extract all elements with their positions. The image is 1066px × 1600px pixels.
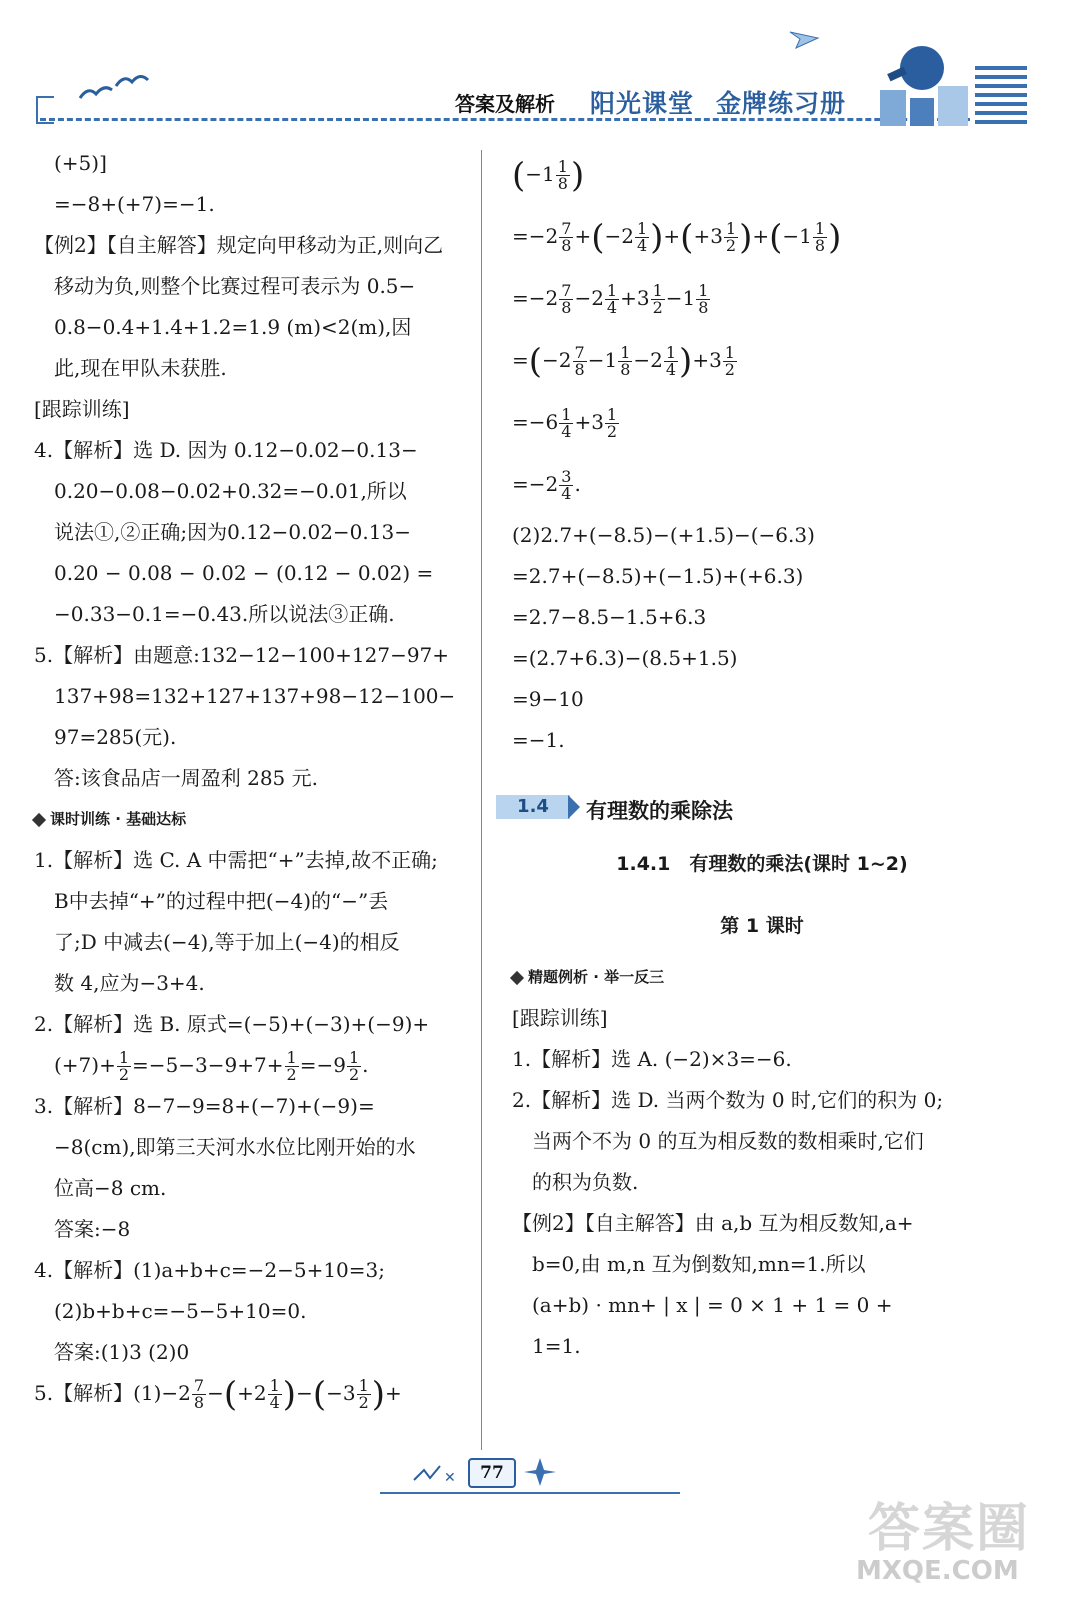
fraction: $\frac{7}{8}$ bbox=[574, 343, 585, 379]
footer-rule bbox=[380, 1492, 680, 1494]
section-banner bbox=[512, 781, 1012, 833]
text-line: 的积为负数. bbox=[532, 1170, 639, 1194]
text-line: 1=1. bbox=[532, 1334, 581, 1358]
text-line: =−8+(+7)=−1. bbox=[54, 192, 215, 216]
text-line: 移动为负,则整个比赛过程可表示为 0.5− bbox=[54, 274, 416, 298]
fraction: $\frac{1}{4}$ bbox=[665, 343, 677, 379]
right-column bbox=[512, 143, 1012, 1367]
math-text: + bbox=[752, 224, 770, 248]
text-line: 97=285(元). bbox=[54, 725, 177, 749]
text-line: 137+98=132+127+137+98−12−100− bbox=[54, 684, 456, 708]
fraction: $\frac{1}{2}$ bbox=[348, 1048, 360, 1084]
math-line: =2.7−8.5−1.5+6.3 bbox=[512, 605, 707, 629]
math-text: + bbox=[663, 224, 681, 248]
fraction: $\frac{1}{4}$ bbox=[636, 219, 648, 255]
paper-plane-icon bbox=[788, 28, 820, 50]
brand-right: 金牌练习册 bbox=[716, 89, 847, 118]
text-line: 0.20 − 0.08 − 0.02 − (0.12 − 0.02) = bbox=[54, 561, 434, 585]
diamond-icon bbox=[32, 812, 46, 826]
fraction: $\frac{1}{2}$ bbox=[725, 219, 737, 255]
math-line bbox=[34, 1045, 474, 1086]
math-text: =−2 bbox=[512, 224, 559, 248]
section-heading bbox=[34, 799, 474, 840]
text-line: 0.8−0.4+1.4+1.2=1.9 (m)<2(m),因 bbox=[54, 315, 412, 339]
page-header bbox=[0, 0, 1066, 140]
fraction: $\frac{1}{4}$ bbox=[606, 281, 618, 317]
page-footer bbox=[380, 1452, 690, 1502]
section-number: 1.4 bbox=[496, 795, 570, 819]
text-line: −0.33−0.1=−0.43.所以说法③正确. bbox=[54, 602, 395, 626]
math-text: −1 bbox=[587, 348, 618, 372]
math-text: + bbox=[385, 1381, 402, 1405]
answer-2-line: 2.【解析】选 D. 当两个数为 0 时,它们的积为 0; bbox=[512, 1088, 944, 1112]
header-brand bbox=[590, 84, 846, 120]
globe-telescope-icon bbox=[860, 40, 980, 130]
subsection-title: 1.4.1 有理数的乘法(课时 1~2) bbox=[616, 853, 908, 875]
section-heading-label: 精题例析 · 举一反三 bbox=[528, 968, 665, 986]
fraction: $\frac{1}{2}$ bbox=[606, 405, 618, 441]
math-text: (+7)+ bbox=[54, 1053, 116, 1077]
math-line: =9−10 bbox=[512, 687, 584, 711]
fraction: $\frac{1}{8}$ bbox=[557, 157, 568, 193]
math-line bbox=[512, 267, 1012, 329]
math-line: (−1 $\frac{1}{8}$ ) bbox=[512, 155, 585, 196]
text-line: (a+b) · mn+ | x | = 0 × 1 + 1 = 0 + bbox=[532, 1293, 893, 1317]
math-text: +3 bbox=[692, 348, 722, 372]
page-number: 77 bbox=[468, 1458, 516, 1488]
tracking-practice-heading: [跟踪训练] bbox=[512, 1006, 608, 1030]
left-column bbox=[34, 143, 474, 1414]
fraction: $\frac{1}{4}$ bbox=[269, 1376, 280, 1412]
text-line: B中去掉“+”的过程中把(−4)的“−”丢 bbox=[54, 889, 389, 913]
svg-text:✕: ✕ bbox=[444, 1470, 456, 1486]
watermark-url: MXQE.COM bbox=[856, 1556, 1019, 1586]
lesson-title: 第 1 课时 bbox=[720, 915, 804, 937]
text-line: 当两个不为 0 的互为相反数的数相乘时,它们 bbox=[532, 1129, 924, 1153]
text-line: (2)b+b+c=−5−5+10=0. bbox=[54, 1299, 307, 1323]
math-text: − bbox=[296, 1381, 313, 1405]
fraction: $\frac{7}{8}$ bbox=[561, 281, 572, 317]
math-line: =−1. bbox=[512, 728, 565, 752]
fraction: $\frac{1}{4}$ bbox=[561, 405, 572, 441]
math-text: −2 bbox=[542, 348, 572, 372]
section-heading bbox=[512, 957, 1012, 998]
math-text: +3 bbox=[620, 286, 650, 310]
math-text: =−2 bbox=[512, 286, 559, 310]
fraction: $\frac{1}{8}$ bbox=[698, 281, 709, 317]
text-line: 此,现在甲队未获胜. bbox=[54, 356, 227, 380]
example-2-line: 【例2】【自主解答】规定向甲移动为正,则向乙 bbox=[34, 233, 444, 257]
watermark-title: 答案圈 bbox=[868, 1499, 1031, 1559]
math-line: =2.7+(−8.5)+(−1.5)+(+6.3) bbox=[512, 564, 804, 588]
answer-5b-line: 5.【解析】(1)−2 $\frac{7}{8}$ −(+2 $\frac{1}{4}$ )−(−3 $\frac{1}{2}$ )+ bbox=[34, 1374, 402, 1415]
fraction: $\frac{1}{8}$ bbox=[814, 219, 826, 255]
math-text: −2 bbox=[574, 286, 604, 310]
text-line: 答:该食品店一周盈利 285 元. bbox=[54, 766, 318, 790]
answer-3-line: 3.【解析】8−7−9=8+(−7)+(−9)= bbox=[34, 1094, 375, 1118]
math-text: . bbox=[362, 1053, 369, 1077]
fraction: $\frac{1}{2}$ bbox=[652, 281, 663, 317]
fraction: $\frac{1}{2}$ bbox=[358, 1376, 369, 1412]
pinwheel-icon bbox=[520, 1454, 560, 1490]
fraction: $\frac{1}{2}$ bbox=[286, 1048, 297, 1084]
watermark bbox=[848, 1486, 1058, 1596]
diamond-icon bbox=[510, 970, 524, 984]
fraction: $\frac{7}{8}$ bbox=[561, 219, 572, 255]
header-stripes bbox=[975, 66, 1027, 128]
fraction: $\frac{1}{2}$ bbox=[724, 343, 735, 379]
text-line: 答案:(1)3 (2)0 bbox=[54, 1340, 190, 1364]
math-text: +2 bbox=[237, 1381, 267, 1405]
text-line: 了;D 中减去(−4),等于加上(−4)的相反 bbox=[54, 930, 400, 954]
answer-4b-line: 4.【解析】(1)a+b+c=−2−5+10=3; bbox=[34, 1258, 386, 1282]
math-line: (2)2.7+(−8.5)−(+1.5)−(−6.3) bbox=[512, 523, 815, 547]
math-text: −3 bbox=[326, 1381, 356, 1405]
math-text: +3 bbox=[693, 224, 723, 248]
math-text: =−2 bbox=[512, 472, 559, 496]
header-answer-label: 答案及解析 bbox=[455, 92, 555, 116]
answer-5-line: 5.【解析】由题意:132−12−100+127−97+ bbox=[34, 643, 450, 667]
text-line: (+5)] bbox=[54, 151, 107, 175]
star-deco-icon bbox=[410, 1460, 460, 1488]
text-line: 位高−8 cm. bbox=[54, 1176, 167, 1200]
math-line bbox=[512, 453, 1012, 515]
math-text: −1 bbox=[665, 286, 696, 310]
brand-left: 阳光课堂 bbox=[590, 89, 695, 118]
answer-4-line: 4.【解析】选 D. 因为 0.12−0.02−0.13− bbox=[34, 438, 418, 462]
math-text: . bbox=[574, 472, 581, 496]
section-title: 有理数的乘除法 bbox=[586, 799, 733, 823]
math-text: −2 bbox=[633, 348, 663, 372]
text-line: 0.20−0.08−0.02+0.32=−0.01,所以 bbox=[54, 479, 407, 503]
text-line: b=0,由 m,n 互为倒数知,mn=1.所以 bbox=[532, 1252, 866, 1276]
math-line: =(2.7+6.3)−(8.5+1.5) bbox=[512, 646, 738, 670]
math-line: =(−2 $\frac{7}{8}$ −1 $\frac{1}{8}$ −2 $\frac{1}{4}$ )+3 $\frac{1}{2}$ bbox=[512, 341, 735, 382]
text-line: −8(cm),即第三天河水水位比刚开始的水 bbox=[54, 1135, 416, 1159]
answer-1-line: 1.【解析】选 A. (−2)×3=−6. bbox=[512, 1047, 792, 1071]
math-text: 5.【解析】(1)−2 bbox=[34, 1381, 191, 1405]
arrow-icon bbox=[568, 795, 580, 819]
text-line: 答案:−8 bbox=[54, 1217, 131, 1241]
math-text: + bbox=[574, 224, 592, 248]
column-divider bbox=[481, 150, 482, 1450]
fraction: $\frac{3}{4}$ bbox=[561, 467, 572, 503]
math-text: −2 bbox=[604, 224, 634, 248]
fraction: $\frac{7}{8}$ bbox=[193, 1376, 205, 1412]
birds-icon bbox=[60, 68, 150, 108]
math-text: =−9 bbox=[299, 1053, 346, 1077]
math-text: = bbox=[512, 348, 529, 372]
text-line: 数 4,应为−3+4. bbox=[54, 971, 205, 995]
tracking-practice-heading: [跟踪训练] bbox=[34, 397, 130, 421]
math-line bbox=[512, 391, 1012, 453]
math-text: −1 bbox=[782, 224, 812, 248]
math-text: −1 bbox=[525, 162, 555, 186]
math-line: =−2 $\frac{7}{8}$ +(−2 $\frac{1}{4}$ )+(+3 $\frac{1}{2}$ )+(−1 $\frac{1}{8}$ ) bbox=[512, 217, 842, 258]
example-2-line: 【例2】【自主解答】由 a,b 互为相反数知,a+ bbox=[512, 1211, 914, 1235]
answer-1-line: 1.【解析】选 C. A 中需把“+”去掉,故不正确; bbox=[34, 848, 438, 872]
fraction: $\frac{1}{2}$ bbox=[118, 1048, 130, 1084]
math-text: − bbox=[207, 1381, 224, 1405]
answer-2-line: 2.【解析】选 B. 原式=(−5)+(−3)+(−9)+ bbox=[34, 1012, 430, 1036]
text-line: 说法①,②正确;因为0.12−0.02−0.13− bbox=[54, 520, 411, 544]
math-text: =−5−3−9+7+ bbox=[132, 1053, 284, 1077]
math-text: +3 bbox=[574, 410, 604, 434]
math-text: =−6 bbox=[512, 410, 559, 434]
section-heading-label: 课时训练 · 基础达标 bbox=[50, 810, 187, 828]
fraction: $\frac{1}{8}$ bbox=[620, 343, 631, 379]
